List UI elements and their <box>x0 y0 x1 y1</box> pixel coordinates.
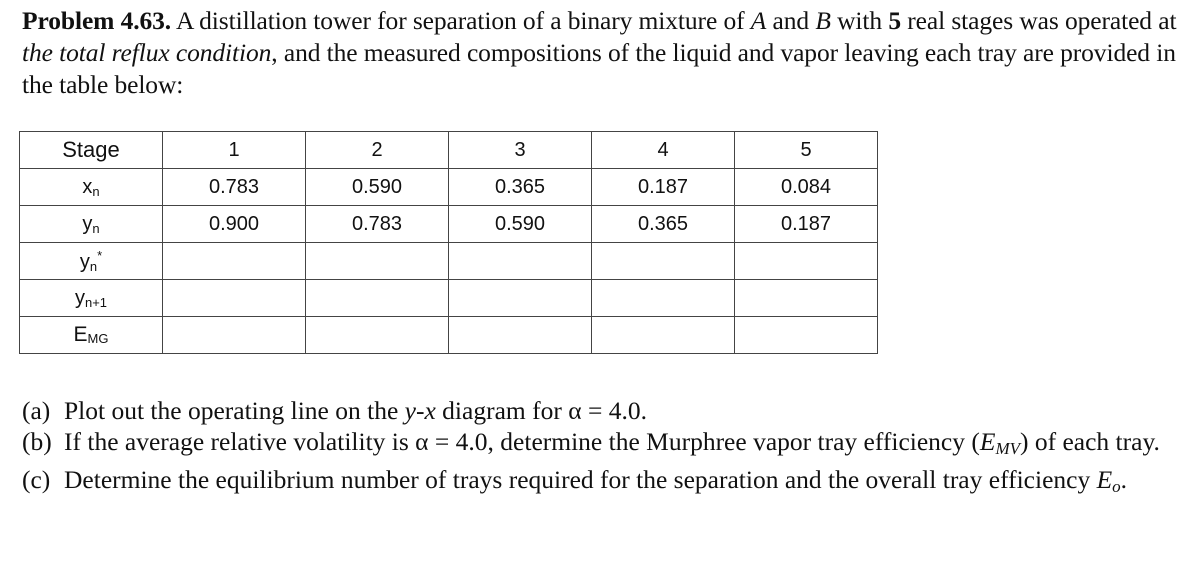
question-emphasis: E <box>1096 465 1113 494</box>
table-cell-empty <box>735 243 878 280</box>
table-cell-empty <box>592 280 735 317</box>
table-cell: 0.187 <box>735 206 878 243</box>
problem-text-1: A distillation tower for separation of a binary mixture of <box>175 6 745 35</box>
question-subscript: o <box>1112 477 1121 496</box>
problem-text-with: with <box>837 6 883 35</box>
composition-table <box>19 131 878 354</box>
table-cell-empty <box>163 280 306 317</box>
table-header-row <box>20 132 878 169</box>
stage-number: 2 <box>306 132 449 169</box>
question-text: ) of each tray. <box>1019 427 1160 456</box>
question-b <box>22 426 1182 464</box>
question-emphasis: E <box>979 427 996 456</box>
question-emphasis: y-x <box>404 396 436 425</box>
table-cell-empty <box>449 243 592 280</box>
stages-number: 5 <box>888 6 901 35</box>
stage-header: Stage <box>20 132 163 169</box>
table-cell: 0.783 <box>163 169 306 206</box>
table-cell-empty <box>163 243 306 280</box>
stage-number: 4 <box>592 132 735 169</box>
table-cell: 0.590 <box>306 169 449 206</box>
table-row-xn <box>20 169 878 206</box>
stage-number: 3 <box>449 132 592 169</box>
table-row-emg <box>20 317 878 354</box>
problem-text-2: real stages was operated at <box>907 6 1177 35</box>
row-label-yn1: $y_{n+1}$ <box>20 280 163 317</box>
question-text: . <box>1120 465 1128 494</box>
table-cell-empty <box>449 317 592 354</box>
table-cell-empty <box>592 317 735 354</box>
table-cell-empty <box>449 280 592 317</box>
reflux-condition: the total reflux condition <box>22 38 272 67</box>
table-row-yn-star <box>20 243 878 280</box>
question-label: (c) <box>22 465 51 494</box>
table-cell-empty <box>735 317 878 354</box>
table-cell: 0.900 <box>163 206 306 243</box>
question-label: (a) <box>22 396 51 425</box>
question-a <box>22 395 1182 426</box>
question-list <box>22 395 1182 502</box>
stage-number: 1 <box>163 132 306 169</box>
problem-text-and: and <box>772 6 810 35</box>
question-text: Plot out the operating line on the <box>64 396 399 425</box>
problem-statement <box>22 5 1182 101</box>
question-text: diagram for α = 4.0. <box>442 396 647 425</box>
table-row-yn1 <box>20 280 878 317</box>
table-cell: 0.783 <box>306 206 449 243</box>
component-b: B <box>815 6 831 35</box>
table-cell-empty <box>306 243 449 280</box>
row-label-xn: $x_n$ <box>20 169 163 206</box>
table-cell: 0.590 <box>449 206 592 243</box>
question-label: (b) <box>22 427 52 456</box>
table-cell-empty <box>735 280 878 317</box>
table-cell: 0.365 <box>449 169 592 206</box>
row-label-emg: $E_{MG}$ <box>20 317 163 354</box>
table-cell: 0.187 <box>592 169 735 206</box>
problem-label: Problem 4.63. <box>22 6 172 35</box>
table-cell-empty <box>306 280 449 317</box>
table-row-yn <box>20 206 878 243</box>
table-cell-empty <box>306 317 449 354</box>
row-label-yn-star: $y_n^*$ <box>20 243 163 280</box>
table-cell-empty <box>592 243 735 280</box>
table-cell: 0.365 <box>592 206 735 243</box>
problem-text-3: , and the measured compositions of the liquid and vapor leaving each tray are provided in the table below: <box>22 38 1176 99</box>
table-cell-empty <box>163 317 306 354</box>
component-a: A <box>750 6 767 35</box>
table-cell: 0.084 <box>735 169 878 206</box>
stage-number: 5 <box>735 132 878 169</box>
row-label-yn: $y_n$ <box>20 206 163 243</box>
question-text: Determine the equilibrium number of trays required for the separation and the overall tray efficiency <box>64 465 1091 494</box>
question-text: If the average relative volatility is α = 4.0, determine the Murphree vapor tray efficiency ( <box>64 427 980 456</box>
question-subscript: MV <box>995 439 1020 458</box>
question-c <box>22 464 1182 502</box>
